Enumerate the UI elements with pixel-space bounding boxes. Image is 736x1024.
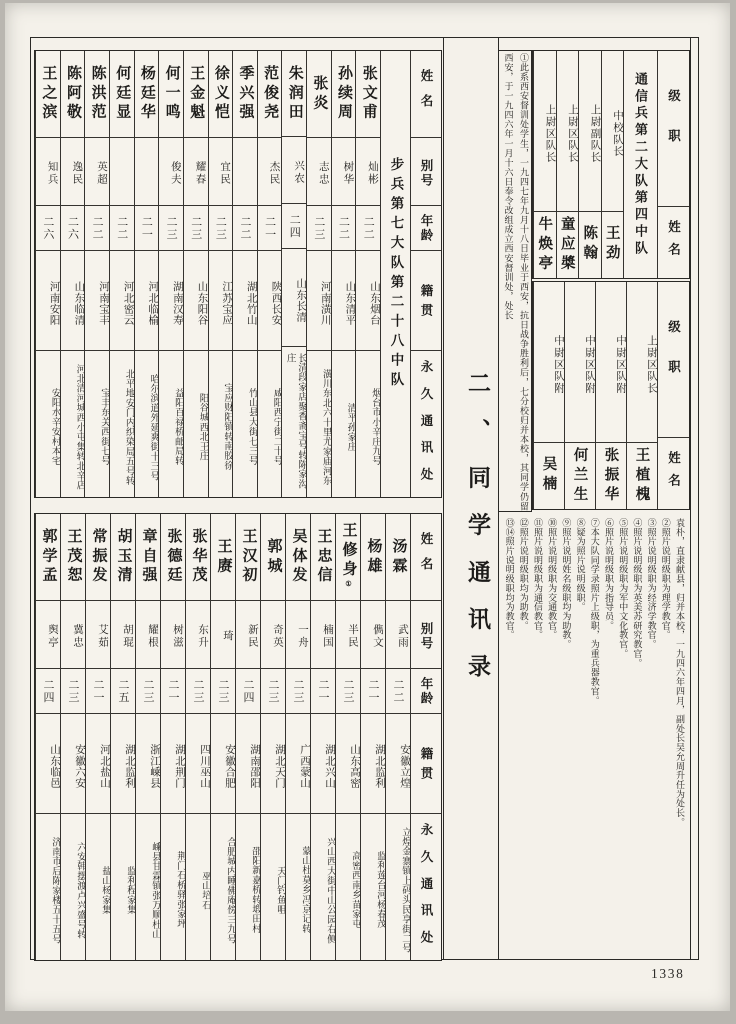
age-cell: 二二	[386, 669, 410, 714]
address-cell: 高密西南乡苗家屯	[350, 851, 360, 929]
age-cell: 二三	[307, 206, 331, 251]
rank-cell: 上尉区队长	[557, 51, 579, 212]
age-cell: 二二	[85, 206, 109, 251]
alumni-column	[335, 514, 360, 960]
alias-cell	[135, 138, 159, 206]
alumni-name-cell	[36, 514, 60, 601]
alumni-column	[185, 514, 210, 960]
alumni-column	[310, 514, 335, 960]
alias-cell: 奇英	[261, 601, 285, 669]
alumni-name-cell	[261, 514, 285, 601]
alumni-name: 郭学孟	[40, 528, 57, 586]
origin-cell: 浙江嵊县	[136, 714, 160, 814]
alias-cell: 俊夫	[159, 138, 183, 206]
origin-cell: 安徽立煌	[386, 714, 410, 814]
officer-column	[595, 282, 626, 509]
origin-cell: 安徽合肥	[211, 714, 235, 814]
alumni-name: 何一鸣	[163, 65, 180, 123]
alumni-name-cell	[286, 514, 310, 601]
rank-cell: 中尉区队附	[596, 282, 626, 443]
origin-cell: 山东长清	[282, 249, 306, 348]
address-cell: 河北清河城西小屯集转北辛店	[74, 364, 85, 490]
origin-cell: 山东临清	[61, 251, 85, 351]
alumni-name: 徐义恺	[212, 65, 229, 123]
alumni-column	[257, 51, 282, 497]
alias-cell: 杰民	[258, 138, 282, 206]
age-cell: 二三	[136, 669, 160, 714]
age-cell: 二一	[361, 669, 385, 714]
origin-cell: 河南安阳	[36, 251, 60, 351]
rank-cell: 中校队长	[602, 51, 624, 212]
address-cell: 竹山县大街七三号	[246, 388, 257, 466]
alumni-name: 何廷显	[114, 65, 131, 123]
officer-name-cell: 陈翰	[581, 225, 598, 265]
note-line: ⑫照片说明级职均为助教。	[518, 518, 529, 631]
alumni-name: 章自强	[140, 528, 157, 586]
notes-block	[501, 518, 687, 956]
alumni-column	[84, 51, 109, 497]
row-header-age: 年龄	[411, 669, 441, 714]
unit-header: 步兵第七大队第二十八中队	[388, 156, 404, 392]
officer-name-cell: 王劲	[603, 225, 620, 265]
alumni-name: 王汉初	[240, 528, 257, 586]
alumni-name: 常振发	[90, 528, 107, 586]
row-header-rank: 级职	[658, 51, 689, 207]
officer-table-band1	[532, 50, 690, 279]
origin-cell: 湖南邵阳	[236, 714, 260, 814]
origin-cell: 江苏宝应	[209, 251, 233, 351]
address-cell: 益阳百禄桥邮局转	[172, 388, 183, 466]
alumni-column	[134, 51, 159, 497]
alumni-name-cell	[184, 51, 208, 138]
origin-cell: 陕西长安	[258, 251, 282, 351]
origin-cell: 河北密云	[110, 251, 134, 351]
rank-cell: 上尉副队长	[579, 51, 601, 212]
alias-cell: 兴农	[282, 137, 306, 204]
row-header-origin: 籍贯	[411, 251, 441, 351]
age-cell: 二三	[209, 206, 233, 251]
address-cell: 哈尔滨道外延爽街十三号	[148, 373, 159, 481]
address-cell: 长清段家店聚香斋宝号转陈家沟庄	[284, 353, 307, 490]
officer-name-cell: 何兰生	[571, 446, 588, 506]
alumni-name-cell	[61, 514, 85, 601]
page-border-box	[30, 37, 699, 960]
alumni-column	[160, 514, 185, 960]
alumni-name-cell	[356, 51, 380, 138]
alumni-name-cell	[159, 51, 183, 138]
alias-cell: 半民	[336, 601, 360, 669]
note-line: 袁朴，直隶献县，归并本校，一九四六年四月，副处长吴允周升任为处长。	[675, 518, 685, 827]
row-header-name: 姓名	[411, 51, 441, 138]
age-cell: 二六	[61, 206, 85, 251]
address-cell: 阳谷城西北王庄	[197, 393, 208, 461]
alumni-name: 范俊尧	[262, 65, 279, 123]
alumni-column	[331, 51, 356, 497]
age-cell: 二三	[159, 206, 183, 251]
page-number: 1338	[651, 966, 685, 981]
note-line: ⑨照片说明姓名级职均为助教。	[561, 518, 572, 650]
alias-cell: 胡琨	[111, 601, 135, 669]
alumni-name: 杨雄	[365, 537, 382, 577]
row-header-column	[657, 282, 689, 509]
origin-cell: 山东临邑	[36, 714, 60, 814]
origin-cell: 河北临榆	[135, 251, 159, 351]
note-line: ⑦本大队同学录照片上级职，为重兵器教官。	[589, 518, 600, 706]
age-cell: 二一	[311, 669, 335, 714]
alumni-name-cell	[85, 51, 109, 138]
row-header-column	[657, 51, 689, 278]
alias-cell: 艾茹	[86, 601, 110, 669]
origin-cell: 山东阳谷	[184, 251, 208, 351]
alumni-column	[135, 514, 160, 960]
alias-cell: 宜民	[209, 138, 233, 206]
alumni-name-cell	[61, 51, 85, 138]
note-line: ④照片说明级职为英美苏研究教官。	[632, 518, 643, 668]
alumni-name-cell	[86, 514, 110, 601]
alumni-column	[60, 51, 85, 497]
alumni-name: 陈洪范	[89, 65, 106, 123]
note-line: ⑪照片说明级职为通信教官。	[532, 518, 543, 640]
age-cell: 二二	[356, 206, 380, 251]
row-header-column	[410, 51, 441, 497]
alias-cell: 逸民	[61, 138, 85, 206]
alumni-name: 杨廷华	[138, 65, 155, 123]
alumni-name-cell	[336, 514, 360, 601]
officer-name-cell: 张振华	[602, 446, 619, 506]
alumni-name-cell	[236, 514, 260, 601]
officer-name-cell: 童应槳	[558, 215, 575, 275]
officer-column	[601, 51, 624, 278]
age-cell: 二一	[135, 206, 159, 251]
origin-cell: 湖北天门	[261, 714, 285, 814]
row-header-name: 姓名	[666, 220, 681, 265]
age-cell: 二二	[233, 206, 257, 251]
address-cell: 宝应财阳镇转南胶徐	[222, 383, 233, 471]
origin-cell: 湖北竹山	[233, 251, 257, 351]
address-cell: 潢川东北六十里尤家庙河东	[320, 368, 331, 486]
alumni-name-cell	[233, 51, 257, 138]
alumni-name: 张文甫	[360, 65, 377, 123]
alias-cell: 志忠	[307, 138, 331, 206]
age-cell: 二三	[261, 669, 285, 714]
alumni-name: 郭城	[265, 537, 282, 577]
address-cell: 监利莲台河杨春茂	[375, 851, 385, 929]
address-cell: 烟台市小辛庄九号	[370, 388, 380, 466]
rank-cell: 中尉区队附	[534, 282, 564, 443]
age-cell: 二二	[332, 206, 356, 251]
age-cell: 二三	[186, 669, 210, 714]
alumni-name-cell	[386, 514, 410, 601]
alias-cell: 舆亭	[36, 601, 60, 669]
address-cell: 安阳水辛安村本宅	[49, 388, 60, 466]
alias-cell: 武雨	[386, 601, 410, 669]
alumni-name-cell	[36, 51, 60, 138]
address-cell: 蒙山杜莫乡冯京记转	[300, 846, 310, 934]
alumni-column	[208, 51, 233, 497]
alias-cell: 英超	[85, 138, 109, 206]
row-header-origin: 籍贯	[411, 714, 441, 814]
alumni-column	[355, 51, 380, 497]
alias-cell	[110, 138, 134, 206]
alumni-name: 季兴强	[237, 65, 254, 123]
alumni-column	[385, 514, 410, 960]
rank-cell: 上尉区队长	[534, 51, 556, 212]
alias-cell: 楠国	[311, 601, 335, 669]
age-cell: 二六	[36, 206, 60, 251]
alumni-name: 陈阿敬	[65, 65, 81, 123]
alias-cell: 树华	[332, 138, 356, 206]
rank-cell: 中尉区队附	[565, 282, 595, 443]
age-cell: 二一	[161, 669, 185, 714]
alias-cell: 东升	[186, 601, 210, 669]
alumni-column	[85, 514, 110, 960]
alumni-column	[210, 514, 235, 960]
alumni-table-lower	[34, 513, 442, 961]
address-cell: 清平孙家庄	[345, 402, 356, 452]
unit-header-column	[623, 51, 657, 278]
alias-cell: 知兵	[36, 138, 60, 206]
row-header-address: 永久通讯处	[419, 822, 433, 958]
age-cell: 二三	[61, 669, 85, 714]
footnote-mark: ①	[344, 579, 353, 592]
alumni-name-cell	[307, 51, 331, 138]
age-cell: 二四	[36, 669, 60, 714]
alumni-table-upper	[34, 50, 442, 498]
alias-cell: 耀根	[136, 601, 160, 669]
origin-cell: 湖北荆门	[161, 714, 185, 814]
officer-name-cell: 王植槐	[633, 446, 650, 506]
age-cell: 二四	[282, 204, 306, 248]
officer-column	[578, 51, 601, 278]
alumni-column	[35, 51, 60, 497]
alumni-name: 王赓	[215, 537, 232, 577]
age-cell: 二三	[184, 206, 208, 251]
footnote-1: ①此系西安督训处学生，一九四七年九月十八日毕业于西安，抗日战争胜利后，七分校归并本校，其同学仍留西安，于一九四六年一月十六日奉令改组成立西安督训处，处长	[499, 50, 532, 512]
alumni-name-cell	[136, 514, 160, 601]
alumni-name: 张炎	[311, 74, 328, 114]
alumni-column	[183, 51, 208, 497]
address-cell: 咸阳西宁街二十号	[271, 388, 282, 466]
alumni-column	[60, 514, 85, 960]
alumni-name: 王茂恕	[65, 528, 82, 586]
alumni-name-cell	[311, 514, 335, 601]
page-title: 二、同学通讯录	[465, 370, 490, 702]
alumni-name-cell	[332, 51, 356, 138]
note-line: ⑤照片说明级职为军中文化教官。	[618, 518, 629, 659]
alumni-name: 朱润田	[286, 64, 303, 123]
centre-band-left-rule	[443, 38, 444, 959]
row-header-name: 姓名	[666, 451, 681, 496]
origin-cell: 湖北兴山	[311, 714, 335, 814]
note-line: ③照片说明级职为经济学教官。	[646, 518, 657, 650]
alias-cell: 琦	[211, 601, 235, 669]
alias-cell	[233, 138, 257, 206]
alias-cell: 耀春	[184, 138, 208, 206]
officer-column	[533, 282, 564, 509]
alumni-name: 胡玉清	[115, 528, 132, 586]
age-cell: 二三	[336, 669, 360, 714]
alumni-name-cell	[209, 51, 233, 138]
unit-header: 通信兵第二大队第四中队	[633, 71, 648, 258]
age-cell: 二三	[286, 669, 310, 714]
origin-cell: 安徽六安	[61, 714, 85, 814]
officer-name-cell: 吴楠	[540, 456, 557, 496]
alumni-name-cell	[361, 514, 385, 601]
address-cell: 天门钓鱼咀	[275, 865, 285, 915]
origin-cell: 河南宝丰	[85, 251, 109, 351]
alumni-column	[109, 51, 134, 497]
officer-column	[564, 282, 595, 509]
unit-header-column	[380, 51, 410, 497]
officer-name-cell: 牛焕亭	[536, 215, 553, 275]
alumni-name-cell	[282, 51, 306, 137]
alumni-column	[235, 514, 260, 960]
alumni-name-cell	[161, 514, 185, 601]
address-cell: 宝丰东关西街七号	[98, 388, 109, 466]
alumni-column	[35, 514, 60, 960]
alumni-column	[232, 51, 257, 497]
note-line: ⑧疑为照片说明级职。	[575, 518, 586, 612]
row-header-rank: 级职	[658, 282, 689, 438]
alumni-name: 张华茂	[190, 528, 207, 586]
alumni-name: 王之滨	[40, 65, 57, 123]
origin-cell: 四川巫山	[186, 714, 210, 814]
origin-cell: 广西蒙山	[286, 714, 310, 814]
address-cell: 合肥城内睡佛庵傍三九号	[225, 836, 235, 944]
rank-cell: 上尉区队长	[627, 282, 657, 443]
alumni-name-cell	[258, 51, 282, 138]
age-cell: 二四	[236, 669, 260, 714]
address-cell: 北平地安门内织染局五号转	[123, 368, 134, 486]
origin-cell: 山东烟台	[356, 251, 380, 351]
alias-cell: 灿彬	[356, 138, 380, 206]
alumni-column	[260, 514, 285, 960]
address-cell: 邵阳新嘉桥转塅田村	[250, 846, 260, 934]
alumni-column	[285, 514, 310, 960]
age-cell: 二一	[86, 669, 110, 714]
address-cell: 荆门石桥驿张家坪	[175, 851, 185, 929]
age-cell: 二五	[111, 669, 135, 714]
row-header-age: 年龄	[411, 206, 441, 251]
alias-cell: 新民	[236, 601, 260, 669]
officer-column	[626, 282, 657, 509]
row-header-name: 姓名	[411, 514, 441, 601]
alumni-name: 吴体发	[290, 528, 307, 586]
alumni-name: 王忠信	[315, 528, 332, 586]
alumni-name-cell	[211, 514, 235, 601]
alumni-name: 孙续周	[336, 65, 353, 123]
address-cell: 巫山培石	[200, 870, 210, 910]
officer-column	[533, 51, 556, 278]
alumni-column	[360, 514, 385, 960]
alumni-name-cell	[110, 51, 134, 138]
address-cell: 盐山杨家集	[100, 865, 110, 915]
origin-cell: 河北盐山	[86, 714, 110, 814]
alumni-name-cell	[135, 51, 159, 138]
age-cell: 二二	[110, 206, 134, 251]
origin-cell: 湖北监利	[361, 714, 385, 814]
age-cell: 二一	[258, 206, 282, 251]
note-line: ⑥照片说明级职为指导员。	[603, 518, 614, 631]
origin-cell: 湖南汉寿	[159, 251, 183, 351]
alias-cell: 儁文	[361, 601, 385, 669]
row-header-address: 永久通讯处	[419, 359, 433, 495]
address-cell: 嵊县甘霖镇张万顺杜山	[150, 841, 160, 939]
address-cell: 立煌金寨镇上码头民享街二号	[400, 827, 410, 953]
officer-table-band2	[532, 281, 690, 510]
origin-cell: 湖北监利	[111, 714, 135, 814]
address-cell: 济南市后陈家楼五十五号	[50, 836, 60, 944]
address-cell: 监利程家集	[125, 865, 135, 915]
origin-cell: 河南潢川	[307, 251, 331, 351]
alias-cell: 树滋	[161, 601, 185, 669]
note-line: ⑬⑭照片说明级职均为教官。	[504, 518, 515, 640]
row-header-alias: 别号	[411, 138, 441, 206]
alumni-name: 汤霖	[390, 537, 407, 577]
alias-cell: 一舟	[286, 601, 310, 669]
alumni-column	[110, 514, 135, 960]
note-line: ②照片说明级职为理学教官。	[660, 518, 671, 640]
row-header-alias: 别号	[411, 601, 441, 669]
alumni-name: 王修身	[340, 522, 357, 580]
address-cell: 兴山西大街中山公园右侧	[325, 836, 335, 944]
signal-corps-section	[498, 38, 691, 959]
row-header-column	[410, 514, 441, 960]
officer-column	[556, 51, 579, 278]
note-line: ⑩照片说明级职为交通教官。	[547, 518, 558, 640]
origin-cell: 山东清平	[332, 251, 356, 351]
age-cell: 二三	[211, 669, 235, 714]
alumni-column	[281, 51, 306, 497]
alias-cell: 冀忠	[61, 601, 85, 669]
alumni-name: 张德廷	[165, 528, 182, 586]
alumni-column	[158, 51, 183, 497]
alumni-name-cell	[186, 514, 210, 601]
origin-cell: 山东高密	[336, 714, 360, 814]
alumni-column	[306, 51, 331, 497]
address-cell: 六安韩摆渡卢兴盛号转	[75, 841, 85, 939]
alumni-name-cell	[111, 514, 135, 601]
alumni-name: 王金魁	[188, 65, 205, 123]
